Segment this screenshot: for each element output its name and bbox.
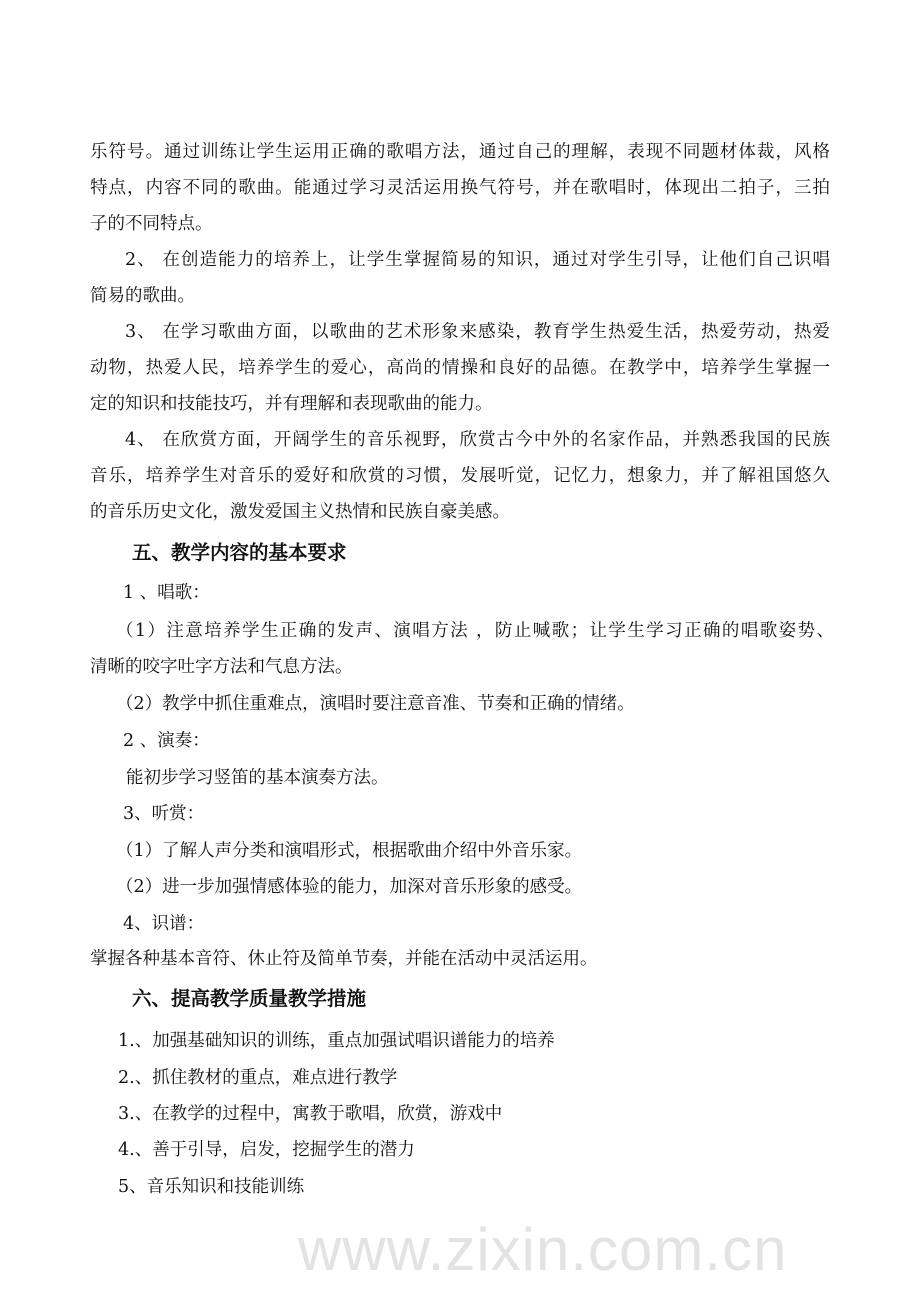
subheading: 2 、演奏： [123, 731, 210, 751]
subheading: 4、识谱： [123, 914, 205, 934]
list-item: （2）进一步加强情感体验的能力，加深对音乐形象的感受。 [116, 877, 583, 897]
subheading: 3、听赏： [123, 804, 205, 824]
paragraph-line: 简易的歌曲。 [90, 286, 195, 306]
paragraph-line: 3、 在学习歌曲方面，以歌曲的艺术形象来感染，教育学生热爱生活，热爱劳动，热爱 [125, 322, 830, 342]
section-heading: 五、教学内容的基本要求 [132, 541, 347, 564]
list-item: 3.、在教学的过程中，寓教于歌唱，欣赏，游戏中 [118, 1104, 503, 1124]
list-item: 掌握各种基本音符、休止符及简单节奏，并能在活动中灵活运用。 [90, 949, 598, 969]
paragraph-line: 乐符号。通过训练让学生运用正确的歌唱方法，通过自己的理解，表现不同题材体裁，风格 [90, 142, 830, 162]
paragraph-line: 4、 在欣赏方面，开阔学生的音乐视野，欣赏古今中外的名家作品，并熟悉我国的民族 [125, 430, 830, 450]
list-item: （2）教学中抓住重难点，演唱时要注意音准、节奏和正确的情绪。 [116, 694, 635, 714]
paragraph-line: 子的不同特点。 [90, 214, 213, 234]
paragraph-line: 特点，内容不同的歌曲。能通过学习灵活运用换气符号，并在歌唱时，体现出二拍子，三拍 [90, 178, 830, 198]
list-item: 能初步学习竖笛的基本演奏方法。 [126, 768, 389, 788]
subheading: 1 、唱歌： [123, 583, 210, 603]
paragraph-line: 音乐，培养学生对音乐的爱好和欣赏的习惯，发展听觉，记忆力，想象力，并了解祖国悠久 [90, 466, 830, 486]
list-item: 2.、抓住教材的重点，难点进行教学 [118, 1068, 398, 1088]
section-heading: 六、提高教学质量教学措施 [132, 987, 367, 1010]
list-item: （1）注意培养学生正确的发声、演唱方法 ，防止喊歌；让学生学习正确的唱歌姿势、 [116, 621, 834, 641]
paragraph-line: 定的知识和技能技巧，并有理解和表现歌曲的能力。 [90, 394, 493, 414]
list-item: 5、音乐知识和技能训练 [118, 1177, 305, 1197]
paragraph-line: 的音乐历史文化，激发爱国主义热情和民族自豪美感。 [90, 502, 510, 522]
list-item: 1.、加强基础知识的训练，重点加强试唱识谱能力的培养 [118, 1031, 555, 1051]
list-item: （1）了解人声分类和演唱形式，根据歌曲介绍中外音乐家。 [116, 841, 583, 861]
list-item: 清晰的咬字吐字方法和气息方法。 [90, 657, 353, 677]
watermark: www.zixin.com.cn [298, 1216, 788, 1283]
paragraph-line: 2、 在创造能力的培养上，让学生掌握简易的知识，通过对学生引导，让他们自己识唱 [125, 250, 830, 270]
paragraph-line: 动物，热爱人民，培养学生的爱心，高尚的情操和良好的品德。在教学中，培养学生掌握一 [90, 358, 830, 378]
list-item: 4.、善于引导，启发，挖掘学生的潜力 [118, 1140, 415, 1160]
